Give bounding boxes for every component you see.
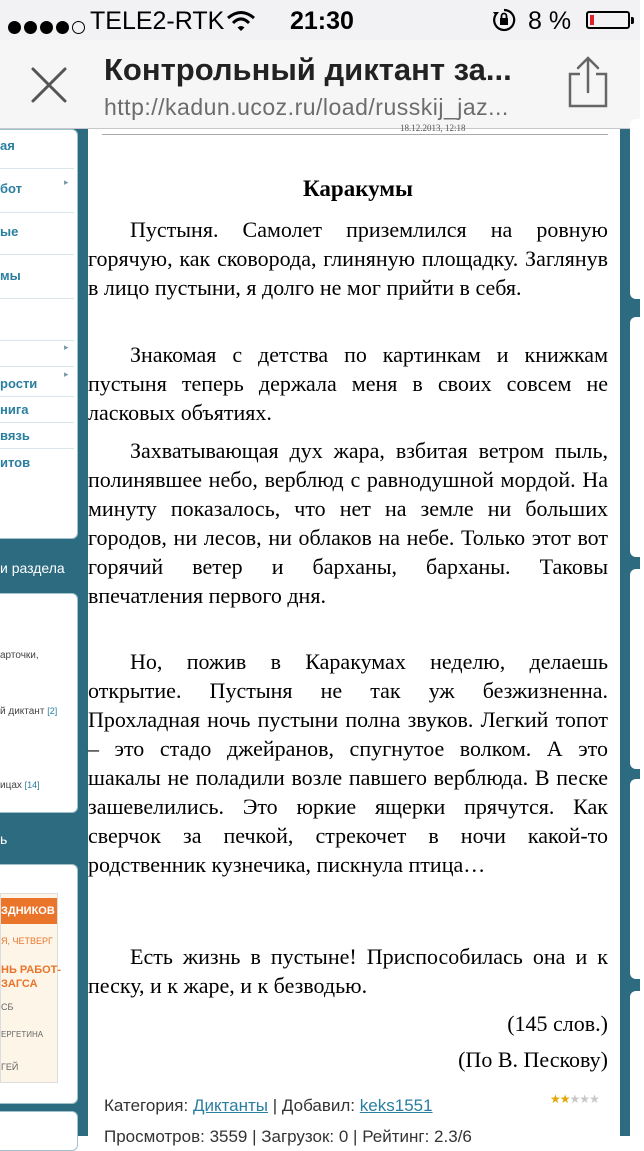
left-sidebar bbox=[0, 129, 84, 1136]
section-item[interactable]: й диктант [2] bbox=[0, 706, 58, 717]
stats-line: Просмотров: 3559 | Загрузок: 0 | Рейтинг: 2.3/6 bbox=[104, 1127, 472, 1146]
chevron-right-icon: ▸ bbox=[64, 369, 69, 379]
share-icon bbox=[566, 54, 610, 110]
signal-dot bbox=[72, 21, 85, 34]
next-panel bbox=[0, 1111, 78, 1151]
menu-item[interactable]: вязь bbox=[0, 428, 30, 443]
section-title: и раздела bbox=[0, 560, 65, 576]
ad-banner: ЗДНИКОВ bbox=[1, 898, 57, 924]
right-panel bbox=[630, 779, 644, 979]
close-button[interactable] bbox=[24, 60, 74, 110]
star-icon: ★ bbox=[579, 1092, 590, 1106]
menu-item[interactable]: бот bbox=[0, 181, 23, 196]
signal-dot bbox=[8, 21, 21, 34]
battery-icon bbox=[586, 11, 630, 29]
author-credit: (По В. Пескову) bbox=[458, 1047, 608, 1072]
signal-dot bbox=[40, 21, 53, 34]
date-stamp: 18.12.2013, 12:18 bbox=[400, 123, 466, 133]
signal-dot bbox=[24, 21, 37, 34]
section-item[interactable]: ицах [14] bbox=[0, 780, 40, 791]
category-link[interactable]: Диктанты bbox=[192, 1096, 269, 1115]
author-link[interactable]: keks1551 bbox=[359, 1096, 433, 1115]
added-label: | Добавил: bbox=[272, 1096, 356, 1115]
menu-item[interactable]: ые bbox=[0, 224, 19, 239]
right-panel bbox=[630, 119, 644, 299]
close-icon bbox=[24, 60, 74, 110]
web-page bbox=[0, 123, 640, 1146]
section-panel bbox=[0, 593, 78, 813]
right-panel bbox=[630, 317, 644, 557]
divider bbox=[102, 134, 608, 135]
menu-item[interactable]: мы bbox=[0, 268, 21, 283]
clock: 21:30 bbox=[290, 7, 354, 35]
star-icon: ★ bbox=[559, 1092, 570, 1106]
menu-item[interactable]: нига bbox=[0, 402, 29, 417]
star-icon: ★ bbox=[569, 1092, 580, 1106]
ad-panel bbox=[0, 864, 78, 1104]
chevron-right-icon: ▸ bbox=[64, 177, 69, 187]
signal-strength-icon bbox=[8, 12, 88, 28]
status-bar bbox=[0, 0, 640, 40]
word-count: (145 слов.) bbox=[507, 1011, 608, 1036]
paragraph: Захватывающая дух жара, взбитая ветром пыль, полинявшее небо, верблюд с равнодушной мордой. На минуту показалось, что нет на земле ни больших городов, ни лесов, ни облаков на небе. Только этот вот горячий ветер и барханы, барханы. Таковы впечатления первого дня. bbox=[88, 438, 608, 608]
share-button[interactable] bbox=[566, 54, 610, 110]
paragraph: Но, пожив в Каракумах неделю, делаешь открытие. Пустыня не так уж безжизненна. Прохладная ночь пустыни полна звуков. Легкий топот – это стадо джейранов, спугнутое волком. А это шакалы не поладили возле павшего верблюда. В песке зашевелились. Это юркие ящерки прячутся. Как сверчок за печкой, стрекочет в ночи какой-то родственник кузнечика, пискнула птица… bbox=[88, 649, 608, 877]
rating-stars[interactable] bbox=[550, 1092, 599, 1106]
browser-header bbox=[0, 40, 640, 129]
meta-line bbox=[104, 1096, 433, 1116]
menu-panel bbox=[0, 129, 78, 539]
paragraph: Пустыня. Самолет приземлился на ровную горячую, как сковорода, глиняную площадку. Заглянув в лицо пустыни, я долго не мог прийти в себя. bbox=[88, 217, 608, 300]
signal-dot bbox=[56, 21, 69, 34]
menu-item[interactable]: ая bbox=[0, 138, 15, 153]
star-icon: ★ bbox=[550, 1092, 560, 1106]
menu-item[interactable]: рости bbox=[0, 376, 38, 391]
dictation-title: Каракумы bbox=[303, 176, 413, 201]
paragraph: Есть жизнь в пустыне! Приспособилась она и к песку, и к жаре, и к безводью. bbox=[88, 944, 608, 998]
chevron-right-icon: ▸ bbox=[64, 342, 69, 352]
category-label: Категория: bbox=[104, 1096, 189, 1115]
right-sidebar bbox=[626, 129, 640, 1136]
paragraph: Знакомая с детства по картинкам и книжкам пустыня теперь держала меня в своих совсем не ласковых объятиях. bbox=[88, 342, 608, 425]
main-content bbox=[88, 123, 620, 1146]
wifi-icon bbox=[226, 10, 256, 39]
section-title: ь bbox=[0, 831, 8, 847]
star-icon: ★ bbox=[589, 1092, 599, 1106]
right-panel bbox=[630, 569, 644, 769]
page-url[interactable]: http://kadun.ucoz.ru/load/russkij_jaz... bbox=[104, 94, 509, 120]
menu-item[interactable]: итов bbox=[0, 455, 31, 470]
ad-image[interactable]: ЗДНИКОВ Я, ЧЕТВЕРГ НЬ РАБОТ- ЗАГСА СБ ЕРГЕТИНА ГЕЙ bbox=[0, 893, 58, 1083]
rotation-lock-icon bbox=[492, 8, 516, 39]
page-title: Контрольный диктант за... bbox=[104, 52, 512, 87]
section-item[interactable]: арточки, bbox=[0, 650, 39, 661]
battery-percent: 8 % bbox=[528, 7, 572, 35]
carrier-name: TELE2-RTK bbox=[90, 7, 225, 35]
right-panel bbox=[630, 991, 644, 1151]
